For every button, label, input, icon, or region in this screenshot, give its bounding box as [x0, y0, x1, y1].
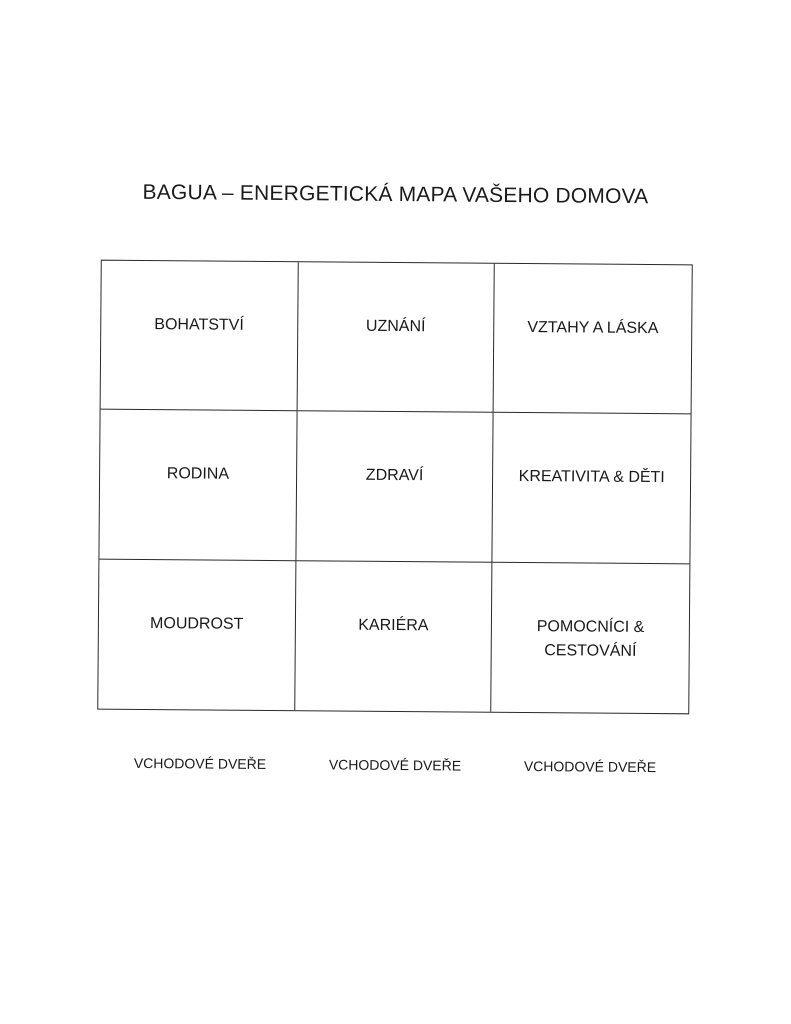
bagua-cell-label: RODINA	[166, 465, 230, 484]
bagua-grid	[97, 260, 693, 715]
entrance-door-label: VCHODOVÉ DVEŘE	[523, 758, 657, 776]
entrance-door-row	[105, 755, 685, 776]
entrance-door-label: VCHODOVÉ DVEŘE	[328, 756, 462, 774]
bagua-cell-recognition	[297, 262, 495, 413]
bagua-cell-helpers-travel	[492, 562, 690, 713]
bagua-cell-creativity	[493, 413, 691, 564]
bagua-cell-wealth	[101, 261, 299, 412]
bagua-cell-label: UZNÁNÍ	[365, 317, 426, 336]
bagua-cell-label: ZDRAVÍ	[365, 467, 424, 485]
bagua-cell-career	[295, 561, 493, 712]
bagua-cell-label: VZTAHY A LÁSKA	[527, 319, 659, 338]
bagua-cell-label: BOHATSTVÍ	[154, 316, 244, 334]
bagua-cell-family	[99, 410, 297, 561]
bagua-cell-wisdom	[98, 559, 296, 710]
page-title: BAGUA – ENERGETICKÁ MAPA VAŠEHO DOMOVA	[142, 180, 649, 209]
entrance-door-label: VCHODOVÉ DVEŘE	[133, 754, 267, 772]
bagua-cell-label: KARIÉRA	[358, 616, 429, 634]
bagua-cell-label: KREATIVITA & DĚTI	[518, 468, 665, 487]
bagua-cell-label: POMOCNÍCI & CESTOVÁNÍ	[536, 617, 645, 660]
bagua-cell-relationships	[494, 264, 692, 415]
bagua-cell-label: MOUDROST	[150, 614, 244, 633]
bagua-cell-health	[296, 412, 494, 563]
